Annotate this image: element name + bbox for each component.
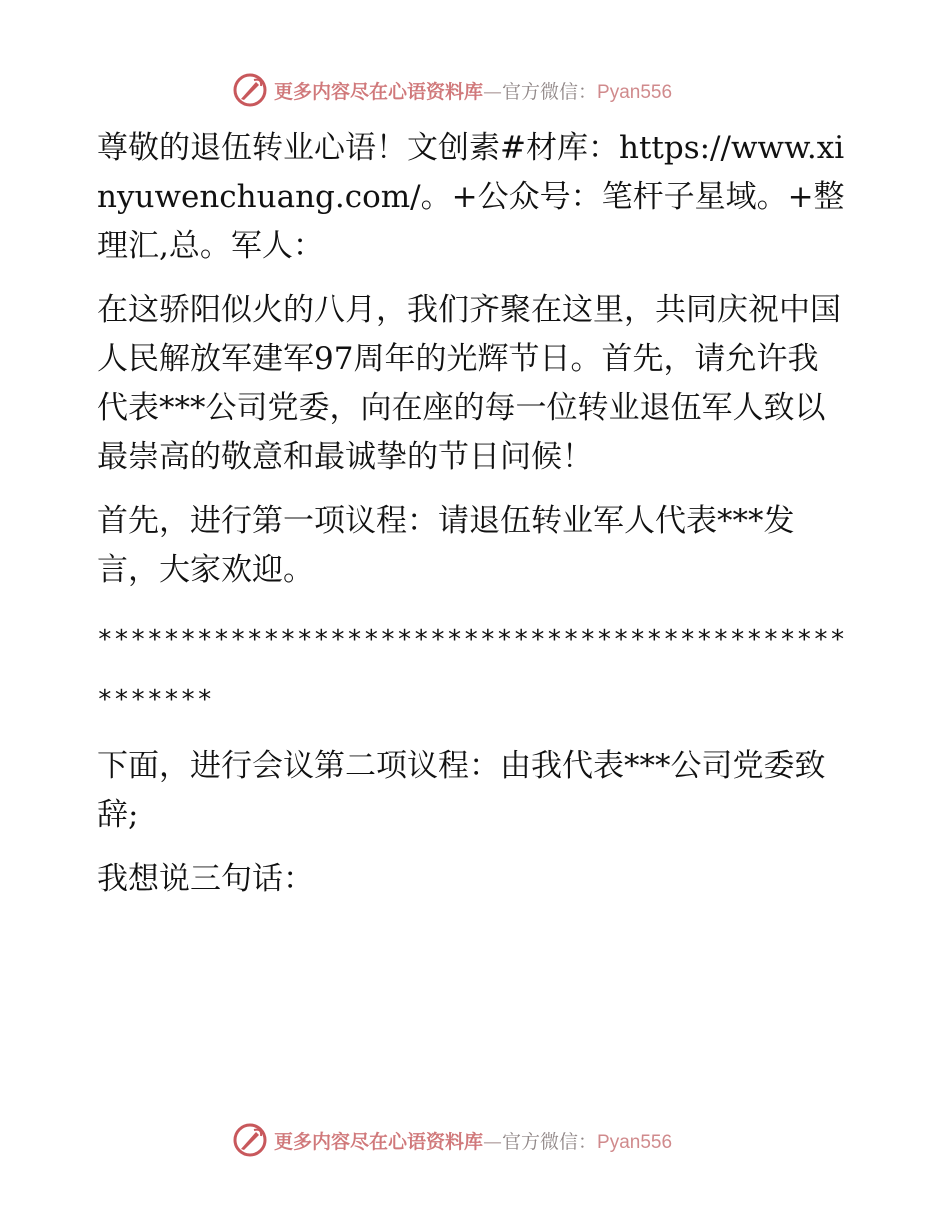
paragraph-agenda-two: 下面，进行会议第二项议程：由我代表***公司党委致辞; xyxy=(97,748,826,833)
quill-circle-logo-icon xyxy=(232,72,268,108)
header-watermark xyxy=(232,70,712,110)
paragraph-agenda-one: 首先，进行第一项议程：请退伍转业军人代表***发言，大家欢迎。 xyxy=(97,503,795,588)
watermark-text xyxy=(274,77,672,104)
watermark-title: 更多内容尽在心语资料库 xyxy=(274,80,484,103)
document-body xyxy=(97,124,849,919)
footer-watermark xyxy=(232,1120,712,1160)
quill-circle-logo-icon xyxy=(232,1122,268,1158)
watermark-dash: — xyxy=(483,80,503,103)
paragraph-opening: 在这骄阳似火的八月，我们齐聚在这里，共同庆祝中国人民解放军建军97周年的光辉节日。首先，请允许我代表***公司党委，向在座的每一位转业退伍军人致以最崇高的敬意和最诚挚的节日问候！ xyxy=(97,292,841,475)
watermark-wechat-id: Pyan556 xyxy=(597,1131,673,1153)
watermark-wechat-label: 官方微信： xyxy=(502,1130,598,1153)
paragraph-greeting: 尊敬的退伍转业心语！文创素#材库：https://www.xinyuwenchuang.com/。+公众号：笔杆子星域。+整理汇,总。军人： xyxy=(97,130,845,264)
watermark-title: 更多内容尽在心语资料库 xyxy=(274,1130,484,1153)
watermark-dash: — xyxy=(483,1130,503,1153)
watermark-wechat-id: Pyan556 xyxy=(597,81,673,103)
watermark-text xyxy=(274,1127,672,1154)
watermark-wechat-label: 官方微信： xyxy=(502,80,598,103)
paragraph-three-points: 我想说三句话： xyxy=(97,861,314,897)
paragraph-separator: **************************************************** xyxy=(97,625,847,715)
